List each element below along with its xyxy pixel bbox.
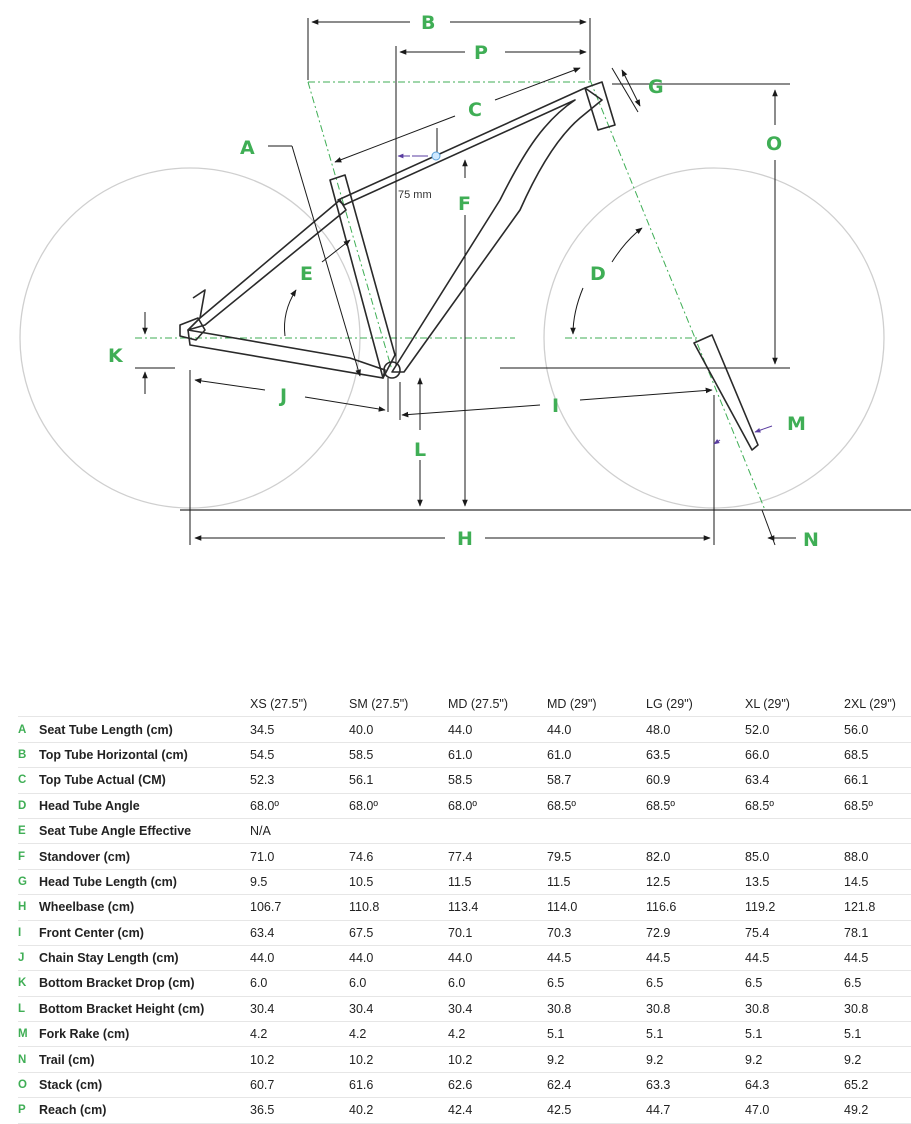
table-cell: 6.5 (547, 971, 646, 996)
table-cell: 10.2 (250, 1047, 349, 1072)
table-cell: 6.5 (646, 971, 745, 996)
dimension-lines (135, 18, 796, 545)
table-cell: 44.0 (448, 945, 547, 970)
table-cell: 11.5 (448, 869, 547, 894)
table-cell: 85.0 (745, 844, 844, 869)
table-row (18, 1022, 911, 1047)
row-label: Head Tube Angle (39, 793, 250, 818)
table-cell: 5.1 (646, 1022, 745, 1047)
table-cell: 30.4 (349, 996, 448, 1021)
table-row (18, 945, 911, 970)
row-code: F (18, 844, 39, 869)
table-cell: 119.2 (745, 895, 844, 920)
table-header-row (18, 692, 911, 717)
table-cell: 68.0º (349, 793, 448, 818)
table-cell: 79.5 (547, 844, 646, 869)
table-cell: 54.5 (250, 742, 349, 767)
table-cell: 121.8 (844, 895, 911, 920)
table-cell: 12.5 (646, 869, 745, 894)
table-cell: 42.4 (448, 1098, 547, 1123)
table-cell (448, 818, 547, 843)
table-cell: 116.6 (646, 895, 745, 920)
table-cell: 60.9 (646, 768, 745, 793)
table-cell: 40.2 (349, 1098, 448, 1123)
table-cell: 36.5 (250, 1098, 349, 1123)
table-cell: 68.5º (547, 793, 646, 818)
table-cell: 10.2 (349, 1047, 448, 1072)
table-cell: 10.5 (349, 869, 448, 894)
table-cell: 58.5 (448, 768, 547, 793)
table-cell: 30.8 (547, 996, 646, 1021)
table-cell: 78.1 (844, 920, 911, 945)
label-L: L (414, 439, 427, 461)
row-code: D (18, 793, 39, 818)
row-label: Head Tube Length (cm) (39, 869, 250, 894)
table-cell: 48.0 (646, 717, 745, 742)
table-row (18, 996, 911, 1021)
table-cell: 61.0 (448, 742, 547, 767)
row-code: L (18, 996, 39, 1021)
row-code: M (18, 1022, 39, 1047)
table-cell: 58.5 (349, 742, 448, 767)
table-cell: 44.5 (646, 945, 745, 970)
row-label: Trail (cm) (39, 1047, 250, 1072)
table-cell: 68.0º (250, 793, 349, 818)
table-cell: 71.0 (250, 844, 349, 869)
table-cell: 44.0 (250, 945, 349, 970)
label-I: I (552, 395, 560, 417)
table-cell: 110.8 (349, 895, 448, 920)
table-cell: 62.4 (547, 1072, 646, 1097)
label-M: M (787, 413, 806, 435)
table-cell: 30.4 (448, 996, 547, 1021)
row-code: J (18, 945, 39, 970)
column-header: XL (29") (745, 692, 844, 717)
table-cell: 30.8 (844, 996, 911, 1021)
table-cell: 64.3 (745, 1072, 844, 1097)
column-header: MD (27.5") (448, 692, 547, 717)
table-cell: 63.4 (745, 768, 844, 793)
table-cell: 4.2 (448, 1022, 547, 1047)
table-row (18, 742, 911, 767)
table-cell: 47.0 (745, 1098, 844, 1123)
table-cell (844, 818, 911, 843)
row-label: Wheelbase (cm) (39, 895, 250, 920)
table-cell: 70.1 (448, 920, 547, 945)
table-cell: 11.5 (547, 869, 646, 894)
table-cell: 6.5 (745, 971, 844, 996)
row-code: H (18, 895, 39, 920)
table-cell: 65.2 (844, 1072, 911, 1097)
table-cell: 40.0 (349, 717, 448, 742)
table-cell: 66.0 (745, 742, 844, 767)
column-header: XS (27.5") (250, 692, 349, 717)
row-label: Bottom Bracket Height (cm) (39, 996, 250, 1021)
table-row (18, 768, 911, 793)
table-cell: 30.4 (250, 996, 349, 1021)
table-cell: 30.8 (745, 996, 844, 1021)
table-cell: 30.8 (646, 996, 745, 1021)
bike-geometry-diagram (0, 0, 911, 560)
table-cell (349, 818, 448, 843)
table-body (18, 717, 911, 1123)
table-row (18, 1047, 911, 1072)
label-B: B (421, 12, 436, 34)
table-cell: 68.5º (844, 793, 911, 818)
table-cell: 52.0 (745, 717, 844, 742)
label-F: F (458, 193, 471, 215)
table-cell: N/A (250, 818, 349, 843)
column-header: LG (29") (646, 692, 745, 717)
table-cell: 9.2 (547, 1047, 646, 1072)
table-cell: 58.7 (547, 768, 646, 793)
table-row (18, 793, 911, 818)
table-cell: 44.0 (547, 717, 646, 742)
row-label: Stack (cm) (39, 1072, 250, 1097)
label-C: C (468, 99, 482, 121)
table-cell (646, 818, 745, 843)
row-code: A (18, 717, 39, 742)
row-code: I (18, 920, 39, 945)
label-O: O (766, 133, 783, 155)
geometry-table (18, 692, 911, 1124)
row-label: Top Tube Actual (CM) (39, 768, 250, 793)
row-label: Standover (cm) (39, 844, 250, 869)
table-cell: 113.4 (448, 895, 547, 920)
table-cell: 4.2 (349, 1022, 448, 1047)
table-row (18, 818, 911, 843)
table-cell: 114.0 (547, 895, 646, 920)
row-code: B (18, 742, 39, 767)
table-cell: 63.3 (646, 1072, 745, 1097)
table-row (18, 895, 911, 920)
label-G: G (648, 76, 664, 98)
row-code: O (18, 1072, 39, 1097)
table-row (18, 844, 911, 869)
table-row (18, 717, 911, 742)
label-P: P (474, 42, 488, 64)
table-cell: 75.4 (745, 920, 844, 945)
table-cell: 44.7 (646, 1098, 745, 1123)
table-cell: 5.1 (844, 1022, 911, 1047)
table-cell: 63.5 (646, 742, 745, 767)
table-cell: 88.0 (844, 844, 911, 869)
label-K: K (108, 345, 123, 367)
seat-post-marker (432, 152, 440, 160)
bike-frame (180, 82, 758, 450)
row-code: N (18, 1047, 39, 1072)
row-code: P (18, 1098, 39, 1123)
table-cell: 68.5º (745, 793, 844, 818)
row-label: Seat Tube Angle Effective (39, 818, 250, 843)
table-cell: 67.5 (349, 920, 448, 945)
table-cell: 5.1 (745, 1022, 844, 1047)
table-cell: 44.0 (349, 945, 448, 970)
table-cell: 34.5 (250, 717, 349, 742)
row-code: E (18, 818, 39, 843)
header-spacer (18, 692, 39, 717)
table-row (18, 971, 911, 996)
table-cell: 44.5 (547, 945, 646, 970)
label-J: J (280, 385, 288, 407)
table-cell: 42.5 (547, 1098, 646, 1123)
table-cell: 63.4 (250, 920, 349, 945)
reference-lines (135, 80, 765, 510)
table-cell: 68.5 (844, 742, 911, 767)
table-cell: 56.1 (349, 768, 448, 793)
table-cell: 70.3 (547, 920, 646, 945)
table-cell (547, 818, 646, 843)
table-cell: 44.5 (844, 945, 911, 970)
row-code: K (18, 971, 39, 996)
table-cell: 6.5 (844, 971, 911, 996)
table-cell: 82.0 (646, 844, 745, 869)
header-spacer (39, 692, 250, 717)
table-cell: 5.1 (547, 1022, 646, 1047)
label-D: D (590, 263, 606, 285)
offset-note: 75 mm (398, 189, 432, 201)
column-header: 2XL (29") (844, 692, 911, 717)
column-header: MD (29") (547, 692, 646, 717)
table-cell: 72.9 (646, 920, 745, 945)
table-cell: 60.7 (250, 1072, 349, 1097)
table-row (18, 1098, 911, 1123)
row-code: C (18, 768, 39, 793)
table-cell: 56.0 (844, 717, 911, 742)
table-cell: 10.2 (448, 1047, 547, 1072)
table-cell: 13.5 (745, 869, 844, 894)
table-cell: 77.4 (448, 844, 547, 869)
table-cell: 52.3 (250, 768, 349, 793)
label-H: H (457, 528, 473, 550)
table-cell: 14.5 (844, 869, 911, 894)
table-cell: 9.5 (250, 869, 349, 894)
offset-arrows (398, 156, 772, 444)
table-cell: 49.2 (844, 1098, 911, 1123)
table-row (18, 869, 911, 894)
table-cell: 61.0 (547, 742, 646, 767)
column-header: SM (27.5") (349, 692, 448, 717)
row-code: G (18, 869, 39, 894)
table-cell: 9.2 (745, 1047, 844, 1072)
label-E: E (300, 263, 313, 285)
table-cell: 68.0º (448, 793, 547, 818)
row-label: Top Tube Horizontal (cm) (39, 742, 250, 767)
table-cell: 74.6 (349, 844, 448, 869)
table-cell (745, 818, 844, 843)
table-cell: 66.1 (844, 768, 911, 793)
label-A: A (240, 137, 255, 159)
table-row (18, 1072, 911, 1097)
table-cell: 106.7 (250, 895, 349, 920)
row-label: Reach (cm) (39, 1098, 250, 1123)
row-label: Front Center (cm) (39, 920, 250, 945)
label-N: N (803, 529, 819, 551)
table-cell: 68.5º (646, 793, 745, 818)
row-label: Fork Rake (cm) (39, 1022, 250, 1047)
table-cell: 9.2 (844, 1047, 911, 1072)
row-label: Bottom Bracket Drop (cm) (39, 971, 250, 996)
table-cell: 44.0 (448, 717, 547, 742)
table-cell: 6.0 (250, 971, 349, 996)
table-cell: 4.2 (250, 1022, 349, 1047)
row-label: Chain Stay Length (cm) (39, 945, 250, 970)
row-label: Seat Tube Length (cm) (39, 717, 250, 742)
table-cell: 62.6 (448, 1072, 547, 1097)
table-cell: 9.2 (646, 1047, 745, 1072)
table-cell: 61.6 (349, 1072, 448, 1097)
table-cell: 6.0 (349, 971, 448, 996)
table-cell: 44.5 (745, 945, 844, 970)
table-row (18, 920, 911, 945)
table-cell: 6.0 (448, 971, 547, 996)
